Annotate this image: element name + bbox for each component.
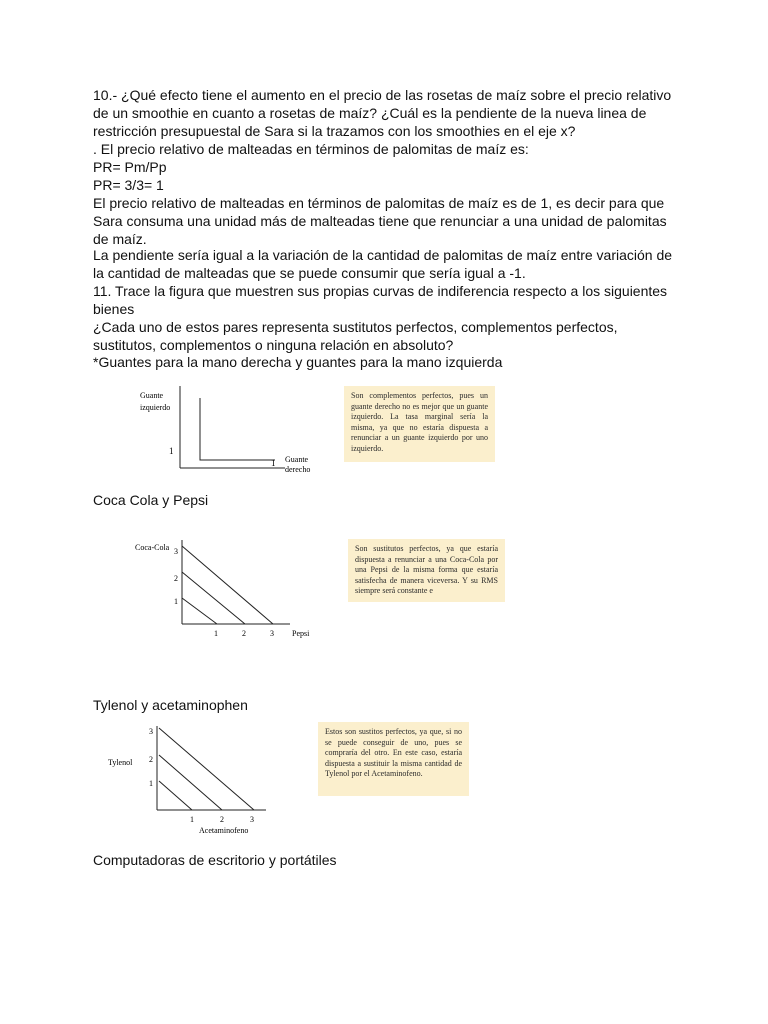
tylenol-x-tick-1: 1 [190, 815, 194, 824]
gloves-x-label-2: derecho [285, 465, 311, 474]
coca-y-tick-1: 1 [174, 597, 178, 606]
gloves-x-label-1: Guante [285, 455, 309, 464]
gloves-note: Son complementos perfectos, pues un guante derecho no es mejor que un guante izquierdo. La tasa marginal sería la misma, ya que no estaría dispuesta a renunciar a un guante izquierdo por uno izquierdo. [344, 386, 495, 462]
gloves-y-label-2: izquierdo [140, 403, 171, 412]
gloves-indifference-chart [135, 382, 320, 478]
tylenol-chart [104, 722, 294, 838]
question-11-sub: ¿Cada uno de estos pares representa sustitutos perfectos, complementos perfectos, sustitutos, complementos o ninguna relación en absoluto? [93, 319, 618, 353]
gloves-heading: *Guantes para la mano derecha y guantes para la mano izquierda [93, 354, 503, 370]
tylenol-x-tick-2: 2 [220, 815, 224, 824]
relative-price-intro: . El precio relativo de malteadas en términos de palomitas de maíz es: [93, 141, 529, 157]
coca-x-tick-2: 2 [242, 629, 246, 638]
computers-heading: Computadoras de escritorio y portátiles [93, 852, 337, 868]
coca-indifference-line-1 [182, 598, 217, 624]
coca-y-label: Coca-Cola [135, 543, 170, 552]
coca-x-tick-3: 3 [270, 629, 274, 638]
coca-indifference-line-3 [182, 546, 273, 624]
tylenol-x-label: Acetaminofeno [199, 826, 249, 835]
relative-price-explanation: El precio relativo de malteadas en términos de palomitas de maíz es de 1, es decir para que Sara consuma una unidad más de malteadas tiene que renunciar a una unidad de palomitas de maíz. [93, 195, 667, 247]
coca-x-tick-1: 1 [214, 629, 218, 638]
tylenol-indifference-line-3 [159, 728, 254, 810]
tylenol-note: Estos son sustitos perfectos, ya que, si no se puede conseguir de uno, pues se compraría del otro. En este caso, estaría dispuesta a sustituir la misma cantidad de Tylenol por el Acetaminofeno. [318, 722, 469, 796]
formula-line-1: PR= Pm/Pp [93, 159, 167, 175]
gloves-x-tick: 1 [271, 458, 276, 468]
coca-x-label: Pepsi [292, 629, 310, 638]
tylenol-heading: Tylenol y acetaminophen [93, 697, 248, 713]
tylenol-y-tick-2: 2 [149, 755, 153, 764]
question-11: 11. Trace la figura que muestren sus propias curvas de indiferencia respecto a los siguientes bienes [93, 283, 668, 317]
coca-y-tick-2: 2 [174, 574, 178, 583]
tylenol-y-label: Tylenol [108, 758, 133, 767]
gloves-y-label-1: Guante [140, 391, 164, 400]
coca-y-tick-3: 3 [174, 547, 178, 556]
slope-explanation: La pendiente sería igual a la variación de la cantidad de palomitas de maíz entre variación de la cantidad de malteadas que se puede consumir que sería igual a -1. [93, 247, 673, 281]
coca-note: Son sustitutos perfectos, ya que estaría dispuesta a renunciar a una Coca-Cola por una Pepsi de la misma forma que estaría satisfecha de manera viceversa. Y su RMS siempre será constante e [348, 539, 505, 602]
coca-pepsi-chart [130, 536, 320, 646]
formula-line-2: PR= 3/3= 1 [93, 177, 164, 193]
tylenol-y-tick-3: 3 [149, 727, 153, 736]
tylenol-y-tick-1: 1 [149, 779, 153, 788]
coca-indifference-line-2 [182, 572, 245, 624]
question-10: 10.- ¿Qué efecto tiene el aumento en el precio de las rosetas de maíz sobre el precio relativo de un smoothie en cuanto a rosetas de maíz? ¿Cuál es la pendiente de la nueva linea de restricción presupuestal de Sara si la trazamos con los smoothies en el eje x? [93, 87, 672, 139]
coca-heading: Coca Cola y Pepsi [93, 492, 209, 508]
gloves-y-tick: 1 [169, 446, 174, 456]
tylenol-x-tick-3: 3 [250, 815, 254, 824]
tylenol-indifference-line-2 [159, 755, 222, 810]
tylenol-indifference-line-1 [159, 781, 192, 810]
gloves-indifference-curve [200, 398, 275, 460]
